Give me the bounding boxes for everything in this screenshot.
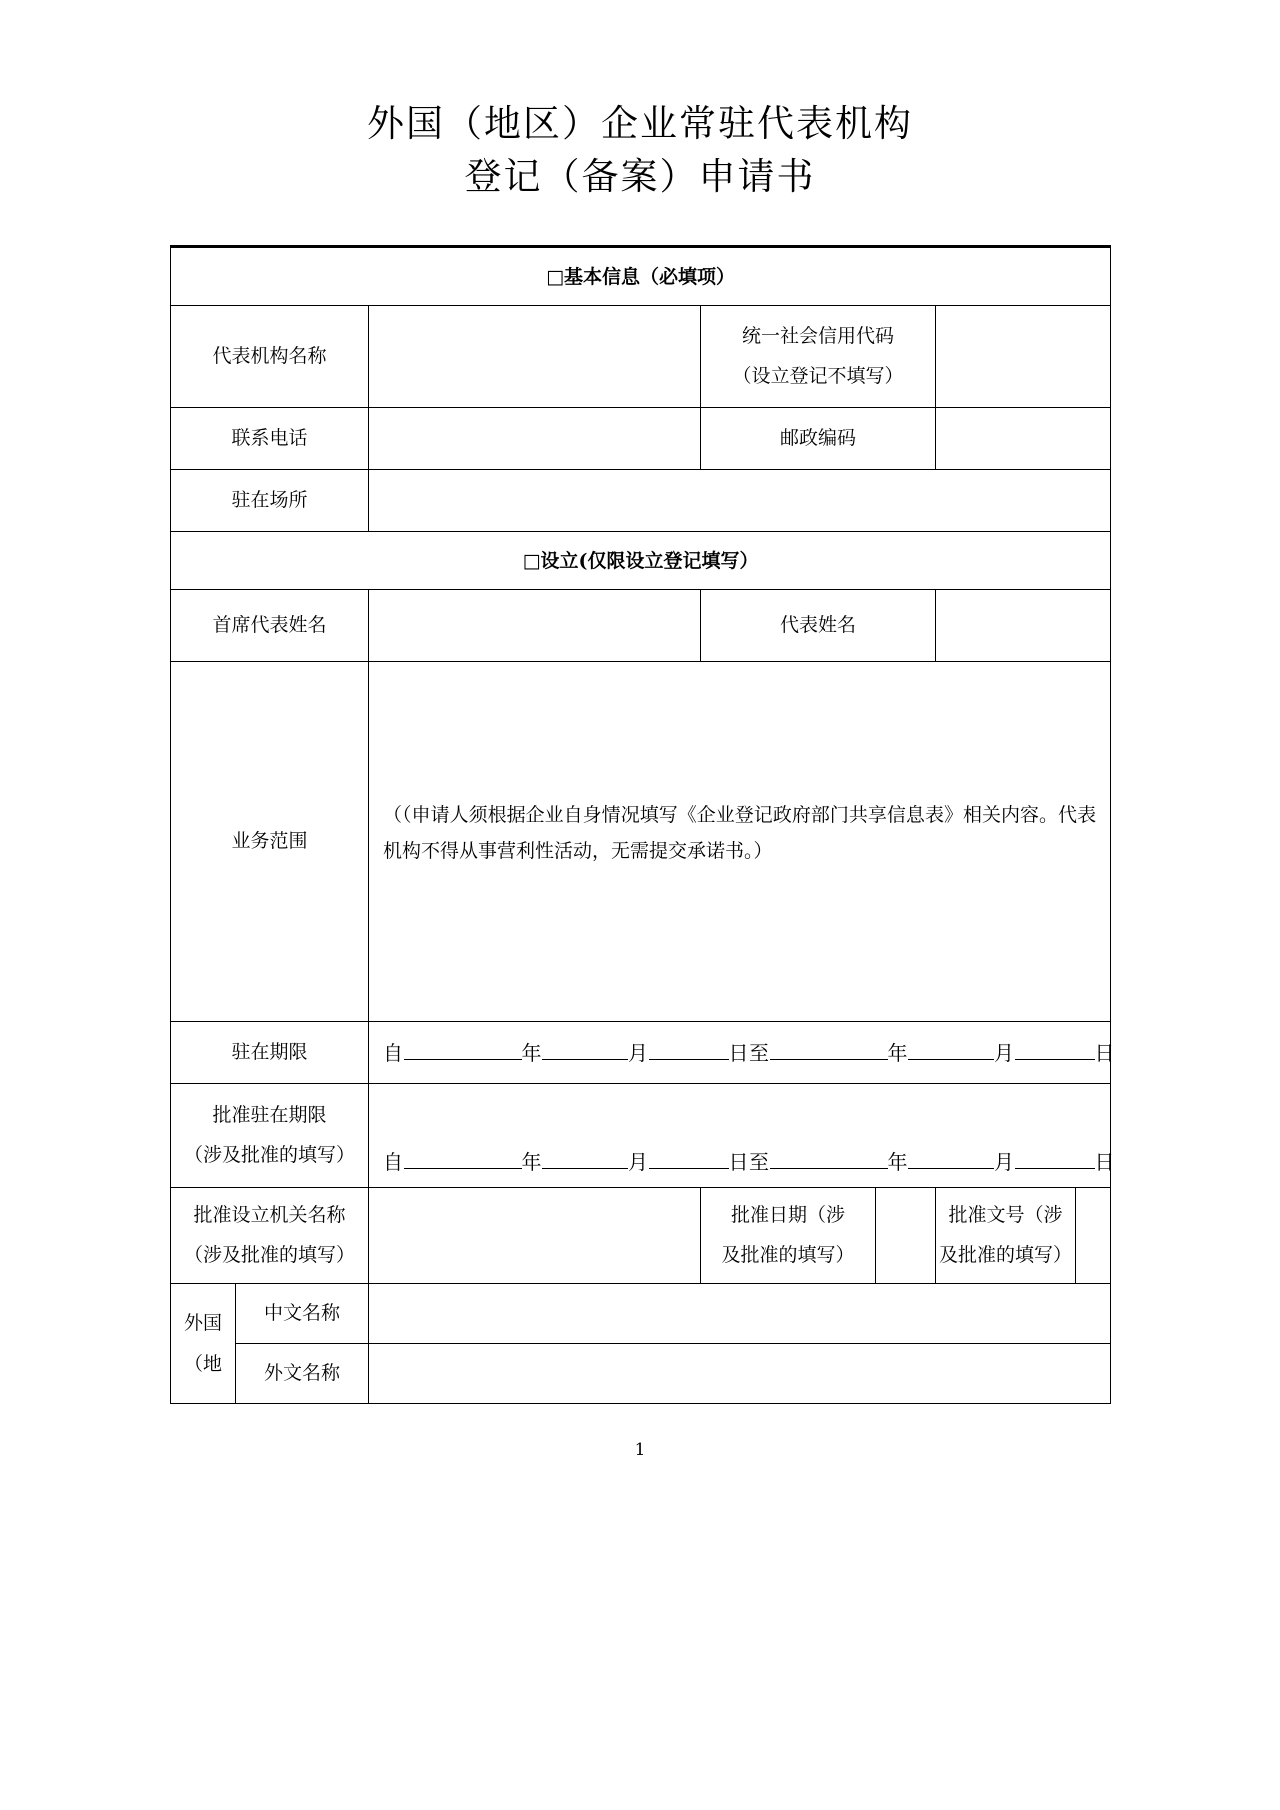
label-chinese-name: 中文名称 [236, 1284, 369, 1344]
approved-dateline-year2: 年 [887, 1150, 908, 1175]
input-postal-code[interactable] [936, 408, 1111, 470]
dateline-year-blank[interactable] [404, 1059, 522, 1060]
input-chinese-name[interactable] [369, 1284, 1111, 1344]
table-row-business-scope [171, 662, 1111, 1022]
table-row-rep-office-name [171, 306, 1111, 408]
dateline-month2: 月 [994, 1041, 1015, 1066]
dateline-day-blank[interactable] [649, 1059, 729, 1060]
dateline-month: 月 [628, 1041, 649, 1066]
input-contact-phone[interactable] [369, 408, 701, 470]
dateline-day2: 日 [1094, 1041, 1115, 1066]
label-approval-date-line-2: 及批准的填写） [721, 1243, 855, 1266]
label-uscc-line-1: 统一社会信用代码 [741, 324, 894, 347]
label-foreign-line-1: 外国 [183, 1311, 222, 1334]
label-foreign-name: 外文名称 [236, 1344, 369, 1404]
label-postal-code: 邮政编码 [701, 408, 936, 470]
approved-dateline-month2-blank[interactable] [908, 1168, 994, 1169]
page-number: 1 [634, 1440, 646, 1460]
page-title [0, 0, 1280, 203]
residence-term-date-line [369, 1027, 1115, 1078]
label-approved-residence-term-line-2: （涉及批准的填写） [183, 1143, 355, 1166]
approved-dateline-day: 日 [728, 1150, 749, 1175]
dateline-month2-blank[interactable] [908, 1059, 994, 1060]
input-unified-social-credit-code[interactable] [936, 306, 1111, 408]
table-row-approved-residence-term [171, 1084, 1111, 1188]
input-approval-doc-no[interactable] [1076, 1188, 1111, 1284]
approved-dateline-month2: 月 [994, 1150, 1015, 1175]
section-basic-info-header-row [171, 247, 1111, 306]
label-residence-term: 驻在期限 [171, 1022, 369, 1084]
table-row-foreign-chinese-name [171, 1284, 1111, 1344]
approved-dateline-to: 至 [749, 1150, 770, 1175]
business-scope-note: （（申请人须根据企业自身情况填写《企业登记政府部门共享信息表》相关内容。代表机构不得从事营利性活动，无需提交承诺书。） [383, 804, 1097, 862]
section-header-basic-info-label: □基本信息（必填项） [546, 266, 736, 289]
label-approval-authority [171, 1188, 369, 1284]
label-approval-doc-no-line-2: 及批准的填写） [938, 1243, 1072, 1266]
approved-dateline-day2: 日 [1094, 1150, 1115, 1175]
approved-residence-term-date-line [369, 1136, 1115, 1187]
section-header-establish [171, 532, 1111, 590]
label-rep-name: 代表姓名 [701, 590, 936, 662]
approved-dateline-year2-blank[interactable] [770, 1168, 888, 1169]
table-row-foreign-name [171, 1344, 1111, 1404]
dateline-day: 日 [728, 1041, 749, 1066]
approved-dateline-month-blank[interactable] [542, 1168, 628, 1169]
label-approval-authority-line-2: （涉及批准的填写） [183, 1243, 355, 1266]
approved-dateline-year: 年 [521, 1150, 542, 1175]
section-header-establish-label: □设立(仅限设立登记填写） [522, 550, 759, 573]
label-premises: 驻在场所 [171, 470, 369, 532]
input-residence-term[interactable] [369, 1022, 1115, 1084]
label-chief-rep-name: 首席代表姓名 [171, 590, 369, 662]
application-form [170, 203, 1115, 1404]
label-business-scope: 业务范围 [171, 662, 369, 1022]
table-row-premises [171, 470, 1111, 532]
approved-dateline-day2-blank[interactable] [1015, 1168, 1095, 1169]
dateline-year2: 年 [887, 1041, 908, 1066]
label-uscc-line-2: （设立登记不填写） [732, 364, 904, 387]
label-approval-authority-line-1: 批准设立机关名称 [193, 1203, 346, 1226]
section-establish-header-row [171, 532, 1111, 590]
input-premises[interactable] [369, 470, 1111, 532]
label-contact-phone: 联系电话 [171, 408, 369, 470]
title-line-2: 登记（备案）申请书 [464, 154, 816, 198]
approved-dateline-from: 自 [383, 1150, 404, 1175]
form-table [170, 245, 1115, 1404]
label-approval-date [701, 1188, 876, 1284]
label-foreign-enterprise [171, 1284, 236, 1404]
dateline-to: 至 [749, 1041, 770, 1066]
section-header-basic-info [171, 247, 1111, 306]
dateline-from: 自 [383, 1041, 404, 1066]
table-row-chief-rep-name [171, 590, 1111, 662]
label-unified-social-credit-code [701, 306, 936, 408]
input-approval-date[interactable] [876, 1188, 936, 1284]
table-row-contact-phone [171, 408, 1111, 470]
input-approved-residence-term[interactable] [369, 1084, 1115, 1188]
input-rep-name[interactable] [936, 590, 1111, 662]
approved-dateline-year-blank[interactable] [404, 1168, 522, 1169]
input-chief-rep-name[interactable] [369, 590, 701, 662]
input-rep-office-name[interactable] [369, 306, 701, 408]
table-row-residence-term [171, 1022, 1111, 1084]
label-rep-office-name: 代表机构名称 [171, 306, 369, 408]
label-approval-doc-no [936, 1188, 1076, 1284]
dateline-year2-blank[interactable] [770, 1059, 888, 1060]
label-approved-residence-term [171, 1084, 369, 1188]
input-foreign-name[interactable] [369, 1344, 1111, 1404]
label-approval-date-line-1: 批准日期（涉 [730, 1203, 845, 1226]
label-approved-residence-term-line-1: 批准驻在期限 [212, 1103, 327, 1126]
label-foreign-line-2: （地 [183, 1352, 222, 1375]
dateline-year: 年 [521, 1041, 542, 1066]
approved-dateline-day-blank[interactable] [649, 1168, 729, 1169]
dateline-day2-blank[interactable] [1015, 1059, 1095, 1060]
input-approval-authority[interactable] [369, 1188, 701, 1284]
approved-dateline-month: 月 [628, 1150, 649, 1175]
input-business-scope[interactable] [369, 662, 1111, 1022]
label-approval-doc-no-line-1: 批准文号（涉 [948, 1203, 1063, 1226]
dateline-month-blank[interactable] [542, 1059, 628, 1060]
table-row-approval-info [171, 1188, 1111, 1284]
title-line-1: 外国（地区）企业常驻代表机构 [367, 102, 913, 145]
